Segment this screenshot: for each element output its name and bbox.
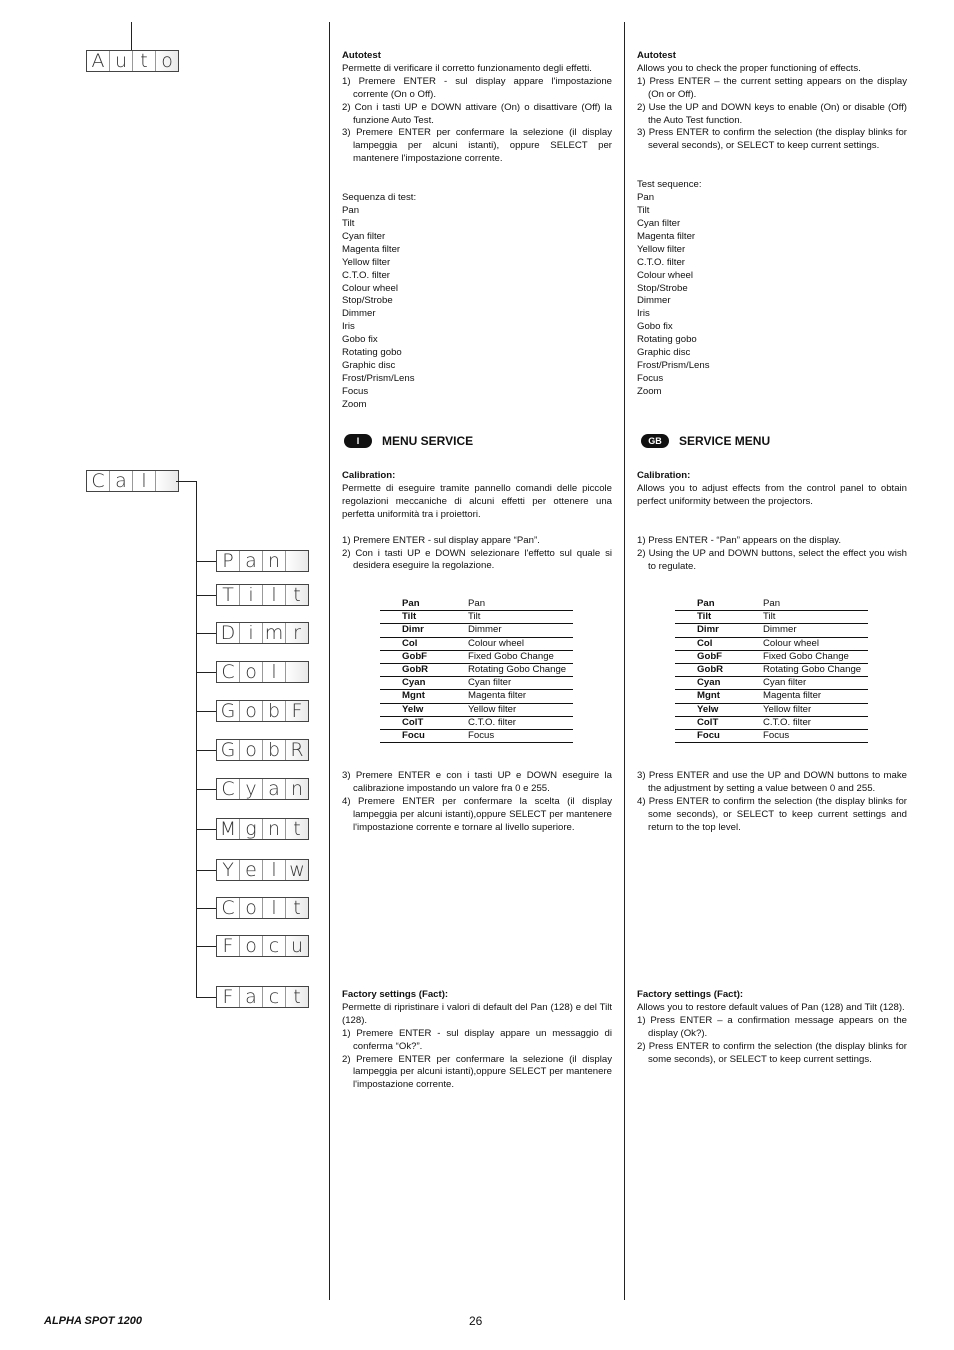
submenu-branch-line: [196, 561, 216, 562]
lcd-display-submenu-4: [216, 661, 309, 683]
effect-code: Col: [675, 637, 763, 650]
lcd-display-submenu-7: [216, 778, 309, 800]
effect-description: Pan: [763, 598, 868, 611]
table-row: [380, 663, 573, 676]
lcd-char: t: [286, 585, 308, 605]
lcd-char: Y: [217, 860, 240, 880]
lcd-char: a: [263, 779, 286, 799]
it-menu-heading: [344, 434, 473, 448]
cal-connector-h: [176, 481, 196, 482]
effect-code: Mgnt: [675, 690, 763, 703]
displays-auto-char-1: A: [87, 51, 110, 71]
lcd-char: [286, 551, 308, 571]
it-menu-title: MENU SERVICE: [382, 434, 474, 448]
column-rule-left: [329, 22, 330, 1300]
effect-description: Fixed Gobo Change: [468, 650, 573, 663]
lcd-display-submenu-2: [216, 584, 309, 606]
effect-code: Focu: [380, 729, 468, 742]
sequence-item: Zoom: [342, 398, 367, 410]
it-autotest-step-2: 2) Con i tasti UP e DOWN attivare (On) o disattivare (Off) la funzione Auto Test.: [342, 101, 612, 126]
gb-sequence-title: Test sequence:: [637, 179, 702, 191]
lcd-char: b: [263, 701, 286, 721]
sequence-item: Cyan filter: [637, 217, 681, 229]
effect-description: Focus: [468, 729, 573, 742]
lcd-char: m: [263, 623, 286, 643]
lcd-char: c: [263, 936, 286, 956]
displays-cal-char-2: a: [110, 471, 133, 491]
effect-code: Yelw: [380, 703, 468, 716]
effect-description: Rotating Gobo Change: [763, 663, 868, 676]
table-row: [380, 690, 573, 703]
lcd-char: F: [217, 987, 240, 1007]
effect-code: GobF: [380, 650, 468, 663]
effect-description: Tilt: [468, 611, 573, 624]
table-row: [675, 598, 868, 611]
lcd-char: i: [240, 623, 263, 643]
sequence-item: Pan: [342, 205, 360, 217]
gb-autotest-step-2: 2) Use the UP and DOWN keys to enable (On) or disable (Off) the Auto Test function.: [637, 101, 907, 126]
lcd-char: u: [286, 936, 308, 956]
lcd-display-submenu-1: [216, 550, 309, 572]
effect-description: Focus: [763, 729, 868, 742]
lcd-display-cal: [86, 470, 179, 492]
sequence-item: Rotating gobo: [342, 347, 402, 359]
effect-description: Colour wheel: [468, 637, 573, 650]
effect-code: Tilt: [380, 611, 468, 624]
lcd-char: t: [286, 819, 308, 839]
lcd-char: o: [240, 701, 263, 721]
lcd-char: t: [286, 898, 308, 918]
table-row: [675, 716, 868, 729]
sequence-item: Frost/Prism/Lens: [637, 359, 710, 371]
lcd-char: l: [263, 585, 286, 605]
sequence-item: Focus: [342, 385, 369, 397]
lcd-display-submenu-9: [216, 859, 309, 881]
gb-fact-intro: Allows you to restore default values of Pan (128) and Tilt (128).: [637, 1001, 905, 1013]
lcd-char: P: [217, 551, 240, 571]
it-calibration-steps-2: [342, 770, 612, 835]
table-row: [380, 624, 573, 637]
lcd-char: F: [217, 936, 240, 956]
effect-description: Magenta filter: [763, 690, 868, 703]
effect-code: Dimr: [675, 624, 763, 637]
effect-code: Mgnt: [380, 690, 468, 703]
auto-connector: [131, 22, 132, 50]
sequence-item: Magenta filter: [637, 230, 696, 242]
lcd-char: o: [240, 662, 263, 682]
sequence-item: Iris: [342, 321, 355, 333]
sequence-item: Gobo fix: [342, 334, 378, 346]
effect-description: Colour wheel: [763, 637, 868, 650]
lcd-char: g: [240, 819, 263, 839]
it-fact-step-1: 1) Premere ENTER - sul display appare un messaggio di conferma “Ok?”.: [342, 1027, 612, 1052]
it-autotest-step-1: 1) Premere ENTER - sul display appare l'impostazione corrente (On o Off).: [342, 75, 612, 100]
sequence-item: Graphic disc: [342, 359, 396, 371]
submenu-branch-line: [196, 946, 216, 947]
it-autotest-title: Autotest: [342, 50, 381, 61]
table-row: [675, 624, 868, 637]
lcd-display-submenu-12: [216, 986, 309, 1008]
lcd-char: C: [217, 898, 240, 918]
table-row: [380, 677, 573, 690]
submenu-branch-line: [196, 711, 216, 712]
effect-code: Dimr: [380, 624, 468, 637]
lcd-char: y: [240, 779, 263, 799]
sequence-item: Frost/Prism/Lens: [342, 372, 415, 384]
lcd-char: t: [286, 987, 308, 1007]
sequence-item: Focus: [637, 372, 664, 384]
gb-effects-table: [675, 598, 868, 743]
it-calibration-section: [342, 470, 612, 573]
effect-code: Pan: [380, 598, 468, 611]
sequence-item: Stop/Strobe: [342, 295, 393, 307]
sequence-item: Dimmer: [342, 308, 376, 320]
gb-menu-title: SERVICE MENU: [679, 434, 771, 448]
table-row: [380, 716, 573, 729]
lcd-display-submenu-6: [216, 739, 309, 761]
lcd-char: C: [217, 662, 240, 682]
it-calib-step-4: 4) Premere ENTER per confermare la scelta (il display lampeggia per alcuni istanti),oppure SELECT per mantenere l'impostazione corrente e tornare al livello superiore.: [342, 795, 612, 833]
sequence-item: Cyan filter: [342, 230, 386, 242]
effect-description: Pan: [468, 598, 573, 611]
effect-description: Tilt: [763, 611, 868, 624]
gb-language-badge: GB: [641, 434, 669, 448]
it-fact-title: Factory settings (Fact):: [342, 989, 449, 1000]
submenu-branch-line: [196, 633, 216, 634]
submenu-branch-line: [196, 789, 216, 790]
it-calib-title: Calibration:: [342, 470, 396, 481]
gb-autotest-step-3: 3) Press ENTER to confirm the selection (the display blinks for several seconds), or SELECT to keep current settings.: [637, 127, 907, 152]
gb-calib-intro: Allows you to adjust effects from the control panel to obtain perfect uniformity between the projectors.: [637, 482, 907, 507]
lcd-char: G: [217, 740, 240, 760]
lcd-char: l: [263, 662, 286, 682]
displays-auto-char-2: u: [110, 51, 133, 71]
lcd-char: T: [217, 585, 240, 605]
lcd-char: G: [217, 701, 240, 721]
cal-connector-v: [196, 481, 197, 998]
it-sequence-title: Sequenza di test:: [342, 192, 417, 204]
lcd-char: R: [286, 740, 308, 760]
it-autotest-step-3: 3) Premere ENTER per confermare la selezione (il display lampeggia per alcuni istanti), oppure SELECT per mantenere l'impostazione corrente.: [342, 127, 612, 165]
gb-calib-step-4: 4) Press ENTER to confirm the selection (the display blinks for some seconds), or SELECT to keep current settings and return to the top level.: [637, 795, 907, 833]
lcd-display-submenu-3: [216, 622, 309, 644]
effect-code: Pan: [675, 598, 763, 611]
it-calib-step-1: 1) Premere ENTER - sul display appare “Pan”.: [342, 534, 540, 546]
gb-sequence-list: [637, 192, 907, 399]
gb-autotest-step-1: 1) Press ENTER – the current setting appears on the display (On or Off).: [637, 75, 907, 100]
sequence-item: Magenta filter: [342, 243, 401, 255]
displays-cal-char-1: C: [87, 471, 110, 491]
effect-description: Rotating Gobo Change: [468, 663, 573, 676]
lcd-char: n: [263, 551, 286, 571]
gb-autotest-section: [637, 50, 907, 399]
effect-description: Dimmer: [468, 624, 573, 637]
effect-code: GobF: [675, 650, 763, 663]
effect-code: Tilt: [675, 611, 763, 624]
effect-description: Dimmer: [763, 624, 868, 637]
gb-fact-step-1: 1) Press ENTER – a confirmation message appears on the display (Ok?).: [637, 1014, 907, 1039]
submenu-branch-line: [196, 829, 216, 830]
displays-cal-char-3: l: [133, 471, 156, 491]
table-row: [380, 729, 573, 742]
gb-calib-step-1: 1) Press ENTER - “Pan” appears on the display.: [637, 534, 842, 546]
table-row: [675, 703, 868, 716]
sequence-item: Colour wheel: [637, 269, 693, 281]
table-row: [380, 598, 573, 611]
lcd-char: i: [240, 585, 263, 605]
table-row: [675, 677, 868, 690]
effect-code: Focu: [675, 729, 763, 742]
lcd-char: D: [217, 623, 240, 643]
lcd-char: c: [263, 987, 286, 1007]
table-row: [675, 611, 868, 624]
effect-code: ColT: [675, 716, 763, 729]
lcd-char: n: [263, 819, 286, 839]
displays-cal-char-4: [156, 471, 178, 491]
lcd-display-submenu-10: [216, 897, 309, 919]
column-rule-right: [624, 22, 625, 1300]
effect-description: Yellow filter: [763, 703, 868, 716]
sequence-item: Yellow filter: [637, 243, 686, 255]
lcd-display-submenu-5: [216, 700, 309, 722]
submenu-branch-line: [196, 595, 216, 596]
effect-code: GobR: [380, 663, 468, 676]
lcd-char: a: [240, 987, 263, 1007]
lcd-char: o: [240, 740, 263, 760]
displays-auto-char-4: o: [156, 51, 178, 71]
effect-description: Cyan filter: [468, 677, 573, 690]
effect-code: Yelw: [675, 703, 763, 716]
sequence-item: Tilt: [342, 217, 355, 229]
it-effects-table: [380, 598, 573, 743]
gb-fact-title: Factory settings (Fact):: [637, 989, 744, 1000]
table-row: [675, 690, 868, 703]
lcd-char: l: [263, 860, 286, 880]
it-calib-step-2: 2) Con i tasti UP e DOWN selezionare l'effetto sul quale si desidera eseguire la regolazione.: [342, 547, 612, 572]
lcd-char: e: [240, 860, 263, 880]
effect-code: ColT: [380, 716, 468, 729]
lcd-display-submenu-11: [216, 935, 309, 957]
it-language-badge: I: [344, 434, 372, 448]
lcd-char: M: [217, 819, 240, 839]
submenu-branch-line: [196, 908, 216, 909]
effect-description: C.T.O. filter: [468, 716, 573, 729]
lcd-char: [286, 662, 308, 682]
lcd-char: F: [286, 701, 308, 721]
displays-auto-char-3: t: [133, 51, 156, 71]
it-autotest-section: [342, 50, 612, 412]
effect-code: Col: [380, 637, 468, 650]
effect-code: GobR: [675, 663, 763, 676]
sequence-item: Pan: [637, 192, 655, 204]
it-fact-step-2: 2) Premere ENTER per confermare la selezione (il display lampeggia per alcuni istanti),oppure SELECT per mantenere l'impostazione corrente.: [342, 1053, 612, 1091]
footer-product-name: ALPHA SPOT 1200: [44, 1315, 143, 1327]
lcd-char: b: [263, 740, 286, 760]
sequence-item: Gobo fix: [637, 321, 673, 333]
it-autotest-intro: Permette di verificare il corretto funzionamento degli effetti.: [342, 62, 592, 74]
it-fact-intro: Permette di ripristinare i valori di default del Pan (128) e del Tilt (128).: [342, 1001, 612, 1026]
submenu-branch-line: [196, 672, 216, 673]
gb-factory-section: [637, 989, 907, 1066]
footer-page-number: 26: [469, 1314, 483, 1328]
effect-description: Yellow filter: [468, 703, 573, 716]
lcd-char: C: [217, 779, 240, 799]
table-row: [380, 637, 573, 650]
lcd-display-auto: [86, 50, 179, 72]
effect-description: Fixed Gobo Change: [763, 650, 868, 663]
lcd-char: l: [263, 898, 286, 918]
submenu-branch-line: [196, 997, 216, 998]
gb-calibration-section: [637, 470, 907, 573]
it-sequence-list: [342, 205, 612, 412]
lcd-char: r: [286, 623, 308, 643]
it-factory-section: [342, 989, 612, 1092]
sequence-item: Iris: [637, 308, 650, 320]
lcd-char: w: [286, 860, 308, 880]
it-calib-step-3: 3) Premere ENTER e con i tasti UP e DOWN eseguire la calibrazione impostando un valore fra 0 e 255.: [342, 770, 612, 794]
gb-menu-heading: [641, 434, 770, 448]
sequence-item: C.T.O. filter: [637, 256, 685, 268]
gb-calib-step-2: 2) Using the UP and DOWN buttons, select the effect you wish to regulate.: [637, 547, 907, 572]
lcd-char: o: [240, 936, 263, 956]
sequence-item: Stop/Strobe: [637, 282, 688, 294]
sequence-item: Zoom: [637, 385, 662, 397]
gb-autotest-title: Autotest: [637, 50, 676, 61]
table-row: [675, 650, 868, 663]
gb-calib-step-3: 3) Press ENTER and use the UP and DOWN buttons to make the adjustment by setting a value between 0 and 255.: [637, 770, 907, 794]
table-row: [380, 650, 573, 663]
table-row: [380, 611, 573, 624]
sequence-item: Colour wheel: [342, 282, 398, 294]
gb-autotest-intro: Allows you to check the proper functioning of effects.: [637, 62, 861, 74]
gb-calib-title: Calibration:: [637, 470, 691, 481]
lcd-char: n: [286, 779, 308, 799]
table-row: [380, 703, 573, 716]
submenu-branch-line: [196, 750, 216, 751]
gb-calibration-steps-2: [637, 770, 907, 835]
gb-fact-step-2: 2) Press ENTER to confirm the selection (the display blinks for some seconds), or SELECT to keep current settings.: [637, 1040, 907, 1065]
it-calib-intro: Permette di eseguire tramite pannello comandi delle piccole regolazioni meccaniche di alcuni effetti per ottenere una perfetta uniformità tra i proiettori.: [342, 482, 612, 520]
sequence-item: Dimmer: [637, 295, 671, 307]
effect-code: Cyan: [675, 677, 763, 690]
table-row: [675, 637, 868, 650]
lcd-display-submenu-8: [216, 818, 309, 840]
sequence-item: Tilt: [637, 205, 650, 217]
sequence-item: Yellow filter: [342, 256, 391, 268]
submenu-branch-line: [196, 870, 216, 871]
sequence-item: Graphic disc: [637, 347, 691, 359]
sequence-item: C.T.O. filter: [342, 269, 390, 281]
lcd-char: a: [240, 551, 263, 571]
table-row: [675, 663, 868, 676]
sequence-item: Rotating gobo: [637, 334, 697, 346]
lcd-char: o: [240, 898, 263, 918]
effect-description: Magenta filter: [468, 690, 573, 703]
effect-description: Cyan filter: [763, 677, 868, 690]
effect-code: Cyan: [380, 677, 468, 690]
table-row: [675, 729, 868, 742]
effect-description: C.T.O. filter: [763, 716, 868, 729]
